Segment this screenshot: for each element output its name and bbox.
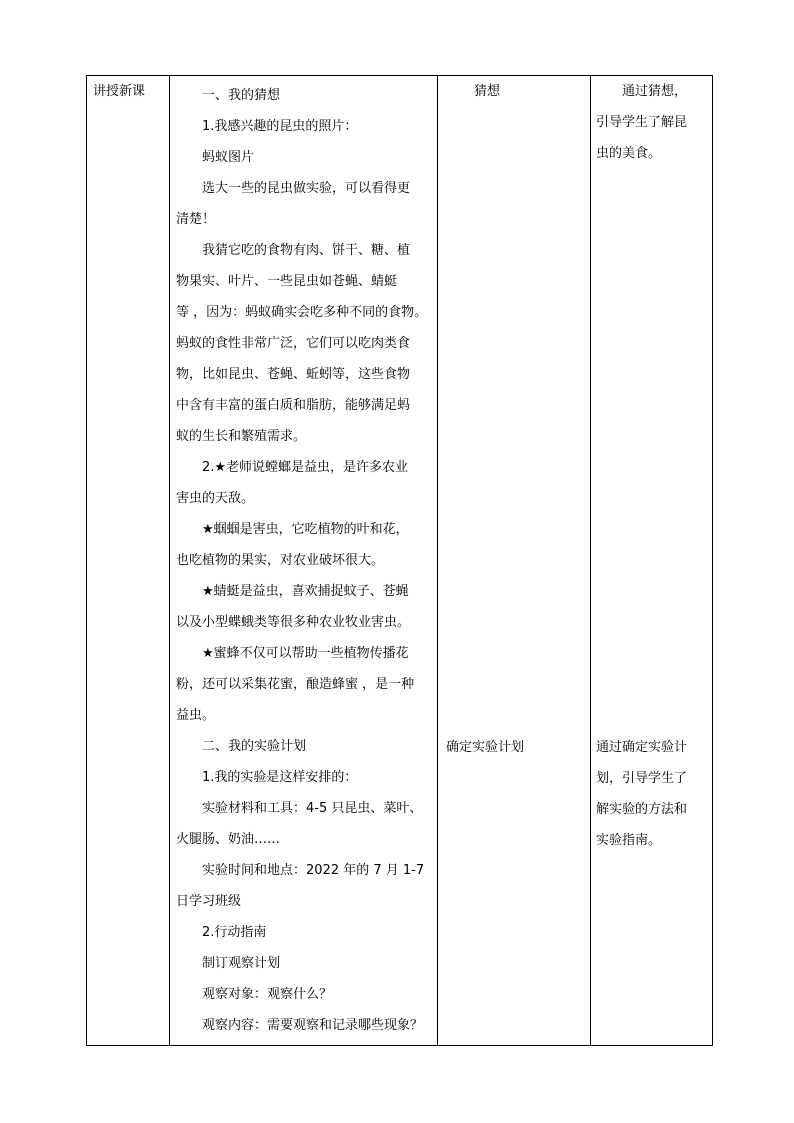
intent-plan [596, 732, 708, 856]
content-line: 蚂蚁图片 [202, 150, 255, 165]
intent-line: 引导学生了解昆 [596, 115, 688, 130]
content-line: 实验材料和工具：4-5 只昆虫、菜叶、 [202, 801, 423, 816]
content-line: 观察对象：观察什么？ [202, 987, 333, 1002]
intent-line: 解实验的方法和 [596, 802, 688, 817]
content-line: 等 ，因为：蚂蚁确实会吃多种不同的食物。 [176, 305, 428, 320]
content-line: 1.我的实验是这样安排的： [202, 770, 358, 785]
content-line: 1.我感兴趣的昆虫的照片： [202, 119, 358, 134]
lesson-plan-table [86, 75, 713, 1046]
intent-line: 虫的美食。 [596, 146, 662, 161]
content-line: 我猜它吃的食物有肉、饼干、糖、植 [202, 243, 411, 258]
content-line: 一、我的猜想 [202, 88, 281, 103]
content-line: 选大一些的昆虫做实验，可以看得更 [202, 181, 411, 196]
table-row [87, 76, 713, 1046]
content-line: 害虫的天敌。 [176, 491, 255, 506]
intent-line: 实验指南。 [596, 833, 662, 848]
content-line: 益虫。 [176, 708, 216, 723]
teaching-content-cell [170, 76, 438, 1046]
section-label-cell [87, 76, 170, 1046]
content-line: 制订观察计划 [202, 956, 281, 971]
content-line: 日学习班级 [176, 894, 242, 909]
content-line: 二、我的实验计划 [202, 739, 307, 754]
content-line: 以及小型蝶蛾类等很多种农业牧业害虫。 [176, 615, 411, 630]
student-activity-cell [438, 76, 591, 1046]
content-line: 中含有丰富的蛋白质和脂肪，能够满足蚂 [176, 398, 411, 413]
content-line: 2.行动指南 [202, 925, 267, 940]
intent-line: 通过确定实验计 [596, 740, 688, 755]
content-line: 蚂蚁的食性非常广泛，它们可以吃肉类食 [176, 336, 411, 351]
section-label: 讲授新课 [93, 84, 146, 99]
design-intent-cell [591, 76, 713, 1046]
intent-line: 通过猜想， [596, 84, 688, 99]
content-line: 粉，还可以采集花蜜，酿造蜂蜜 ，是一种 [176, 677, 415, 692]
intent-guess [596, 76, 708, 169]
content-line: 物果实、叶片、一些昆虫如苍蝇、蜻蜓 [176, 274, 398, 289]
content-line: ★蜻蜓是益虫，喜欢捕捉蚊子、苍蝇 [202, 584, 409, 599]
content-line: 清楚！ [176, 212, 216, 227]
activity-plan: 确定实验计划 [446, 740, 525, 755]
content-line: 也吃植物的果实，对农业破坏很大。 [176, 553, 385, 568]
activity-guess: 猜想 [474, 84, 501, 99]
content-line: 火腿肠、奶油…… [176, 832, 281, 847]
content-line: 蚁的生长和繁殖需求。 [176, 429, 307, 444]
intent-line: 划，引导学生了 [596, 771, 688, 786]
content-line: 实验时间和地点：2022 年的 7 月 1-7 [202, 863, 425, 878]
content-line: 2.★老师说螳螂是益虫，是许多农业 [202, 460, 409, 475]
content-line: 物，比如昆虫、苍蝇、蚯蚓等，这些食物 [176, 367, 411, 382]
content-line: ★蝈蝈是害虫，它吃植物的叶和花， [202, 522, 409, 537]
content-line: 观察内容：需要观察和记录哪些现象？ [202, 1018, 424, 1033]
teaching-content [176, 80, 433, 1041]
content-line: ★蜜蜂不仅可以帮助一些植物传播花 [202, 646, 409, 661]
